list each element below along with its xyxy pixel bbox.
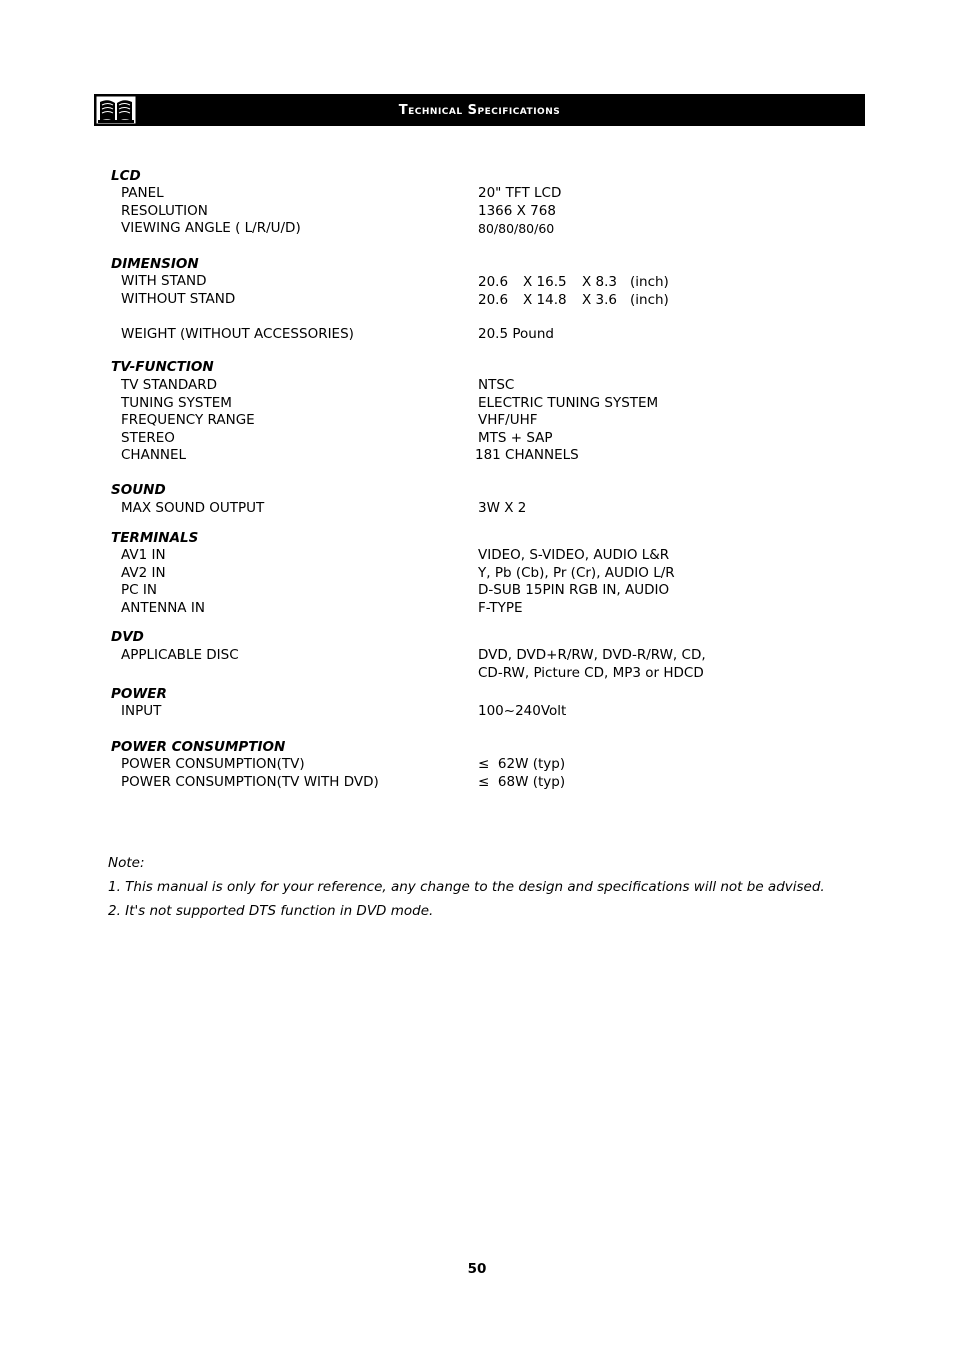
spec-label: AV1 IN (121, 547, 166, 563)
section-dimension-title: DIMENSION (111, 256, 199, 272)
section-lcd-title: LCD (111, 168, 141, 184)
spec-value: 20" TFT LCD (478, 185, 562, 201)
spec-value (478, 756, 565, 772)
section-power-consumption-title: POWER CONSUMPTION (111, 739, 286, 755)
dim-width: 20.6 (478, 274, 509, 290)
spec-label: STEREO (121, 430, 175, 446)
spec-value: DVD, DVD+R/RW, DVD-R/RW, CD, (478, 647, 706, 663)
spec-label: RESOLUTION (121, 203, 208, 219)
dim-width: 20.6 (478, 292, 509, 308)
spec-value: Y, Pb (Cb), Pr (Cr), AUDIO L/R (478, 565, 675, 581)
spec-label: PC IN (121, 582, 157, 598)
spec-value: 100~240Volt (478, 703, 567, 719)
spec-label: TUNING SYSTEM (121, 395, 232, 411)
spec-value: VHF/UHF (478, 412, 538, 428)
spec-value: D-SUB 15PIN RGB IN, AUDIO (478, 582, 670, 598)
spec-label: AV2 IN (121, 565, 166, 581)
note-heading: Note: (108, 855, 145, 871)
dim-height: X 14.8 (523, 292, 567, 308)
section-terminals-title: TERMINALS (111, 530, 199, 546)
spec-label: POWER CONSUMPTION(TV WITH DVD) (121, 774, 379, 790)
spec-label: WITH STAND (121, 273, 207, 289)
spec-value (478, 274, 669, 290)
spec-label: FREQUENCY RANGE (121, 412, 255, 428)
section-power-title: POWER (111, 686, 167, 702)
spec-label: VIEWING ANGLE ( L/R/U/D) (121, 220, 301, 236)
page-title: Technical Specifications (398, 103, 561, 118)
spec-value: NTSC (478, 377, 515, 393)
note-item: 2. It's not supported DTS function in DVD mode. (108, 903, 434, 919)
spec-label: WITHOUT STAND (121, 291, 236, 307)
spec-label: CHANNEL (121, 447, 187, 463)
spec-value: CD-RW, Picture CD, MP3 or HDCD (478, 665, 704, 681)
spec-value: 80/80/80/60 (478, 221, 555, 236)
spec-label: APPLICABLE DISC (121, 647, 239, 663)
less-equal-symbol: ≤ (478, 774, 490, 790)
spec-label: INPUT (121, 703, 162, 719)
spec-value: 181 CHANNELS (475, 447, 579, 463)
spec-label: TV STANDARD (121, 377, 218, 393)
spec-value: 20.5 Pound (478, 326, 554, 342)
dim-height: X 16.5 (523, 274, 567, 290)
dim-depth: X 3.6 (582, 292, 618, 308)
spec-value: VIDEO, S-VIDEO, AUDIO L&R (478, 547, 670, 563)
spec-value: F-TYPE (478, 600, 523, 616)
spec-value: ELECTRIC TUNING SYSTEM (478, 395, 659, 411)
spec-label: WEIGHT (WITHOUT ACCESSORIES) (121, 326, 354, 342)
consumption-value: 68W (typ) (497, 774, 566, 790)
consumption-value: 62W (typ) (497, 756, 566, 772)
header-bar (94, 94, 865, 126)
spec-label: MAX SOUND OUTPUT (121, 500, 265, 516)
spec-label: PANEL (121, 185, 164, 201)
spec-label: ANTENNA IN (121, 600, 205, 616)
spec-value (478, 292, 669, 308)
spec-value (478, 774, 565, 790)
spec-value: 3W X 2 (478, 500, 527, 516)
note-item: 1. This manual is only for your reference, any change to the design and specifications will not be advised. (108, 879, 825, 895)
spec-value: MTS + SAP (478, 430, 553, 446)
less-equal-symbol: ≤ (478, 756, 490, 772)
section-tv-function-title: TV-FUNCTION (111, 359, 214, 375)
spec-value: 1366 X 768 (478, 203, 556, 219)
dim-unit: (inch) (630, 292, 669, 308)
spec-label: POWER CONSUMPTION(TV) (121, 756, 305, 772)
dim-unit: (inch) (630, 274, 669, 290)
page-number: 50 (467, 1261, 487, 1277)
section-dvd-title: DVD (111, 629, 144, 645)
section-sound-title: SOUND (111, 482, 166, 498)
dim-depth: X 8.3 (582, 274, 618, 290)
